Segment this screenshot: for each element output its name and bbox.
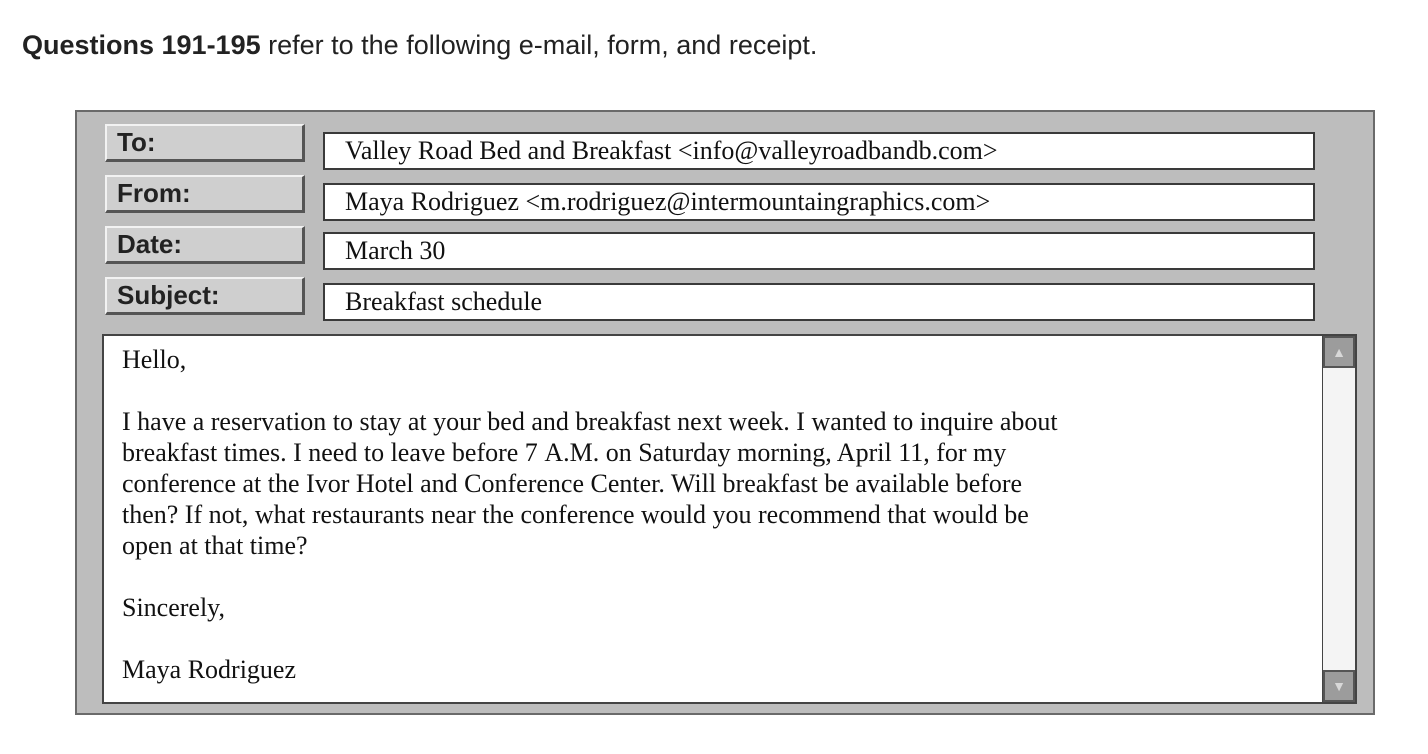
email-line	[122, 437, 1322, 468]
instruction-text	[22, 30, 817, 61]
email-greeting: Hello,	[122, 345, 187, 374]
subject-field[interactable]: Breakfast schedule	[323, 283, 1315, 321]
email-line-text: on Saturday morning, April 11, for my	[599, 438, 1007, 467]
to-label: To:	[105, 124, 305, 162]
to-field[interactable]: Valley Road Bed and Breakfast <info@valleyroadbandb.com>	[323, 132, 1315, 170]
email-closing: Sincerely,	[122, 593, 225, 622]
email-body[interactable]	[102, 334, 1324, 704]
from-label: From:	[105, 175, 305, 213]
email-window	[75, 110, 1375, 715]
subject-label: Subject:	[105, 277, 305, 315]
email-line: I have a reservation to stay at your bed and breakfast next week. I wanted to inquire about	[122, 407, 1058, 436]
date-label: Date:	[105, 226, 305, 264]
from-field[interactable]: Maya Rodriguez <m.rodriguez@intermountaingraphics.com>	[323, 183, 1315, 221]
vertical-scrollbar[interactable]	[1323, 334, 1357, 704]
email-line: open at that time?	[122, 531, 308, 560]
scroll-up-icon[interactable]: ▲	[1323, 336, 1355, 368]
email-line: then? If not, what restaurants near the conference would you recommend that would be	[122, 500, 1029, 529]
date-field[interactable]: March 30	[323, 232, 1315, 270]
time-period-text: A.M.	[544, 438, 600, 467]
question-range: Questions 191-195	[22, 30, 261, 60]
scroll-down-icon[interactable]: ▼	[1323, 670, 1355, 702]
email-signature: Maya Rodriguez	[122, 655, 297, 684]
instruction-description: refer to the following e-mail, form, and receipt.	[260, 30, 818, 60]
email-line: conference at the Ivor Hotel and Conference Center. Will breakfast be available before	[122, 469, 1023, 498]
email-line-text: breakfast times. I need to leave before 7	[122, 438, 545, 467]
